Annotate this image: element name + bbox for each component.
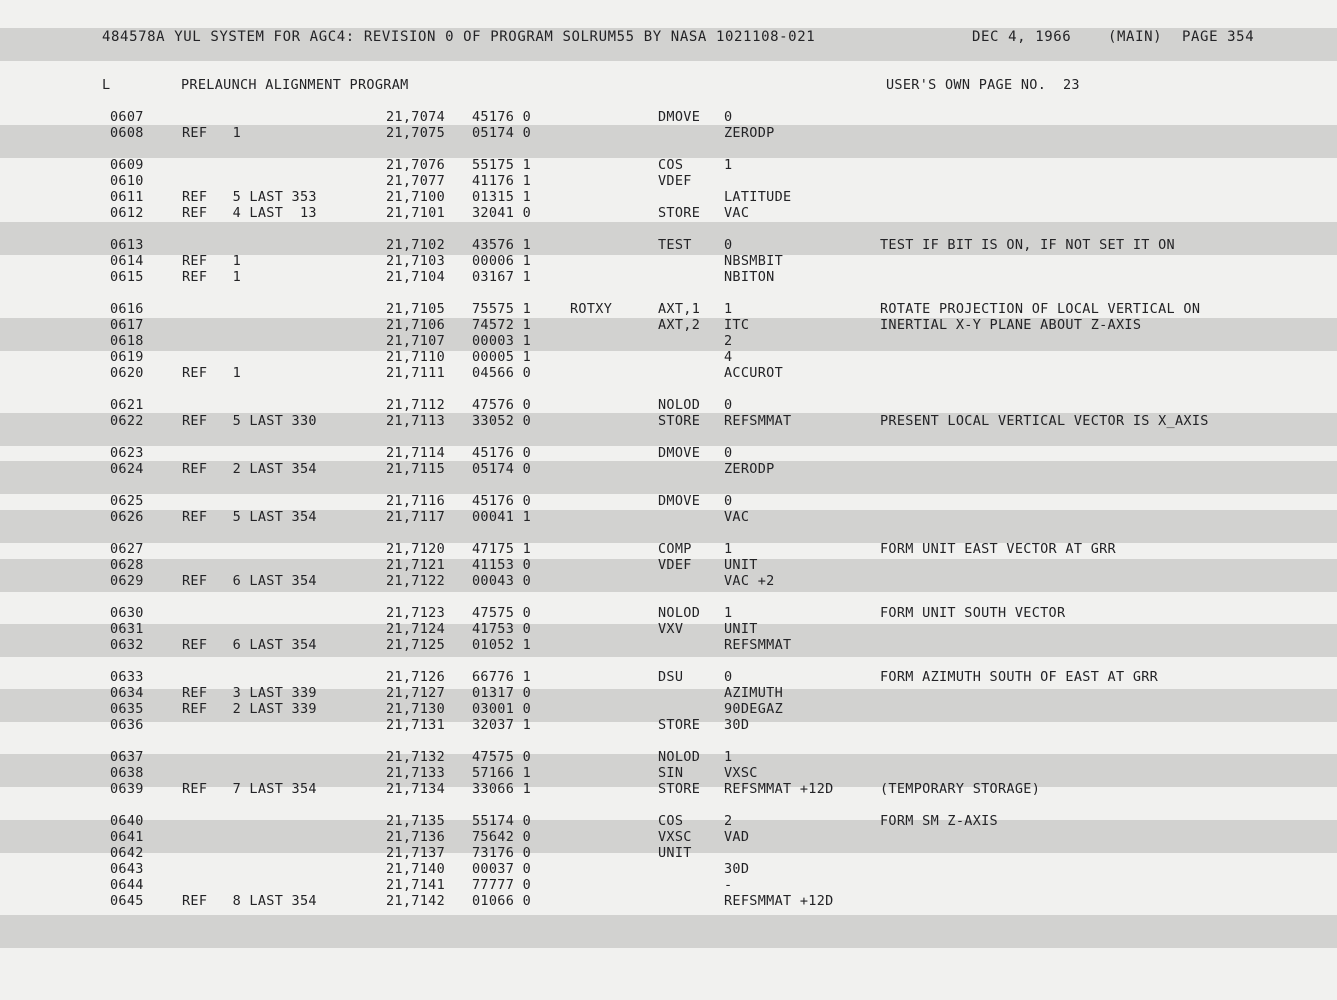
cell-line-number: 0615 bbox=[110, 269, 144, 285]
cell-operand: 0 bbox=[724, 109, 733, 125]
cell-address: 21,7101 bbox=[386, 205, 445, 221]
cell-operand: 0 bbox=[724, 445, 733, 461]
cell-octal-word: 55175 1 bbox=[472, 157, 531, 173]
cell-address: 21,7074 bbox=[386, 109, 445, 125]
cell-operand: AZIMUTH bbox=[724, 685, 783, 701]
cell-comment: PRESENT LOCAL VERTICAL VECTOR IS X_AXIS bbox=[880, 413, 1209, 429]
cell-comment: FORM AZIMUTH SOUTH OF EAST AT GRR bbox=[880, 669, 1159, 685]
cell-octal-word: 32037 1 bbox=[472, 717, 531, 733]
cell-octal-word: 00043 0 bbox=[472, 573, 531, 589]
cell-ref-note: REF 1 bbox=[182, 125, 241, 141]
cell-octal-word: 33066 1 bbox=[472, 781, 531, 797]
cell-octal-word: 75642 0 bbox=[472, 829, 531, 845]
cell-operand: NBITON bbox=[724, 269, 775, 285]
cell-line-number: 0645 bbox=[110, 893, 144, 909]
header-title: 484578A YUL SYSTEM FOR AGC4: REVISION 0 OF PROGRAM SOLRUM55 BY NASA 1021108-021 bbox=[102, 29, 816, 45]
cell-opcode: VXSC bbox=[658, 829, 692, 845]
cell-line-number: 0629 bbox=[110, 573, 144, 589]
cell-octal-word: 32041 0 bbox=[472, 205, 531, 221]
cell-address: 21,7107 bbox=[386, 333, 445, 349]
cell-octal-word: 03001 0 bbox=[472, 701, 531, 717]
cell-address: 21,7077 bbox=[386, 173, 445, 189]
cell-operand: 1 bbox=[724, 605, 733, 621]
cell-line-number: 0630 bbox=[110, 605, 144, 621]
cell-opcode: NOLOD bbox=[658, 605, 701, 621]
cell-operand: NBSMBIT bbox=[724, 253, 783, 269]
cell-line-number: 0634 bbox=[110, 685, 144, 701]
cell-opcode: AXT,1 bbox=[658, 301, 701, 317]
cell-line-number: 0633 bbox=[110, 669, 144, 685]
cell-opcode: SIN bbox=[658, 765, 684, 781]
cell-line-number: 0612 bbox=[110, 205, 144, 221]
cell-octal-word: 73176 0 bbox=[472, 845, 531, 861]
cell-opcode: STORE bbox=[658, 717, 701, 733]
cell-address: 21,7125 bbox=[386, 637, 445, 653]
cell-operand: VAD bbox=[724, 829, 750, 845]
header-tag: (MAIN) bbox=[1108, 29, 1163, 45]
cell-octal-word: 41153 0 bbox=[472, 557, 531, 573]
cell-octal-word: 41753 0 bbox=[472, 621, 531, 637]
program-title: PRELAUNCH ALIGNMENT PROGRAM bbox=[181, 77, 409, 93]
cell-line-number: 0608 bbox=[110, 125, 144, 141]
cell-opcode: AXT,2 bbox=[658, 317, 701, 333]
cell-line-number: 0614 bbox=[110, 253, 144, 269]
cell-line-number: 0637 bbox=[110, 749, 144, 765]
cell-operand: 4 bbox=[724, 349, 733, 365]
cell-operand: UNIT bbox=[724, 557, 758, 573]
cell-line-number: 0632 bbox=[110, 637, 144, 653]
cell-address: 21,7141 bbox=[386, 877, 445, 893]
cell-operand: UNIT bbox=[724, 621, 758, 637]
cell-line-number: 0628 bbox=[110, 557, 144, 573]
cell-address: 21,7126 bbox=[386, 669, 445, 685]
cell-octal-word: 47576 0 bbox=[472, 397, 531, 413]
cell-comment: (TEMPORARY STORAGE) bbox=[880, 781, 1041, 797]
cell-address: 21,7114 bbox=[386, 445, 445, 461]
cell-operand: ACCUROT bbox=[724, 365, 783, 381]
cell-octal-word: 45176 0 bbox=[472, 445, 531, 461]
cell-ref-note: REF 6 LAST 354 bbox=[182, 637, 317, 653]
cell-address: 21,7100 bbox=[386, 189, 445, 205]
cell-address: 21,7076 bbox=[386, 157, 445, 173]
cell-opcode: DMOVE bbox=[658, 109, 701, 125]
cell-address: 21,7117 bbox=[386, 509, 445, 525]
cell-octal-word: 01066 0 bbox=[472, 893, 531, 909]
cell-operand: 0 bbox=[724, 669, 733, 685]
cell-line-number: 0609 bbox=[110, 157, 144, 173]
cell-opcode: COMP bbox=[658, 541, 692, 557]
cell-line-number: 0635 bbox=[110, 701, 144, 717]
cell-octal-word: 05174 0 bbox=[472, 461, 531, 477]
cell-octal-word: 43576 1 bbox=[472, 237, 531, 253]
cell-operand: 90DEGAZ bbox=[724, 701, 783, 717]
cell-opcode: VXV bbox=[658, 621, 684, 637]
cell-octal-word: 00037 0 bbox=[472, 861, 531, 877]
cell-operand: REFSMMAT +12D bbox=[724, 893, 834, 909]
cell-opcode: UNIT bbox=[658, 845, 692, 861]
cell-operand: 1 bbox=[724, 301, 733, 317]
cell-line-number: 0625 bbox=[110, 493, 144, 509]
cell-address: 21,7122 bbox=[386, 573, 445, 589]
cell-ref-note: REF 8 LAST 354 bbox=[182, 893, 317, 909]
cell-opcode: STORE bbox=[658, 205, 701, 221]
cell-address: 21,7121 bbox=[386, 557, 445, 573]
cell-opcode: DMOVE bbox=[658, 493, 701, 509]
cell-ref-note: REF 1 bbox=[182, 269, 241, 285]
cell-address: 21,7110 bbox=[386, 349, 445, 365]
cell-opcode: STORE bbox=[658, 413, 701, 429]
cell-operand: ZERODP bbox=[724, 461, 775, 477]
cell-operand: 2 bbox=[724, 813, 733, 829]
cell-line-number: 0622 bbox=[110, 413, 144, 429]
cell-operand: 1 bbox=[724, 541, 733, 557]
cell-address: 21,7135 bbox=[386, 813, 445, 829]
cell-octal-word: 45176 0 bbox=[472, 109, 531, 125]
cell-line-number: 0623 bbox=[110, 445, 144, 461]
cell-operand: 0 bbox=[724, 237, 733, 253]
cell-ref-note: REF 5 LAST 330 bbox=[182, 413, 317, 429]
cell-octal-word: 57166 1 bbox=[472, 765, 531, 781]
cell-comment: ROTATE PROJECTION OF LOCAL VERTICAL ON bbox=[880, 301, 1201, 317]
cell-opcode: NOLOD bbox=[658, 397, 701, 413]
cell-opcode: VDEF bbox=[658, 557, 692, 573]
cell-octal-word: 41176 1 bbox=[472, 173, 531, 189]
cell-octal-word: 03167 1 bbox=[472, 269, 531, 285]
cell-label: ROTXY bbox=[570, 301, 613, 317]
cell-octal-word: 00006 1 bbox=[472, 253, 531, 269]
cell-operand: 0 bbox=[724, 493, 733, 509]
cell-line-number: 0638 bbox=[110, 765, 144, 781]
listing-marker: L bbox=[102, 77, 111, 93]
cell-operand: VXSC bbox=[724, 765, 758, 781]
cell-address: 21,7134 bbox=[386, 781, 445, 797]
cell-line-number: 0626 bbox=[110, 509, 144, 525]
cell-line-number: 0607 bbox=[110, 109, 144, 125]
cell-line-number: 0631 bbox=[110, 621, 144, 637]
cell-ref-note: REF 5 LAST 354 bbox=[182, 509, 317, 525]
cell-operand: REFSMMAT bbox=[724, 637, 792, 653]
cell-line-number: 0613 bbox=[110, 237, 144, 253]
cell-ref-note: REF 1 bbox=[182, 253, 241, 269]
cell-operand: 1 bbox=[724, 157, 733, 173]
cell-address: 21,7123 bbox=[386, 605, 445, 621]
cell-opcode: TEST bbox=[658, 237, 692, 253]
cell-operand: 2 bbox=[724, 333, 733, 349]
cell-ref-note: REF 1 bbox=[182, 365, 241, 381]
cell-opcode: NOLOD bbox=[658, 749, 701, 765]
cell-opcode: DMOVE bbox=[658, 445, 701, 461]
cell-address: 21,7132 bbox=[386, 749, 445, 765]
cell-line-number: 0643 bbox=[110, 861, 144, 877]
cell-octal-word: 75575 1 bbox=[472, 301, 531, 317]
cell-ref-note: REF 2 LAST 354 bbox=[182, 461, 317, 477]
cell-operand: 30D bbox=[724, 717, 750, 733]
cell-line-number: 0639 bbox=[110, 781, 144, 797]
cell-opcode: VDEF bbox=[658, 173, 692, 189]
cell-line-number: 0641 bbox=[110, 829, 144, 845]
cell-comment: INERTIAL X-Y PLANE ABOUT Z-AXIS bbox=[880, 317, 1142, 333]
cell-line-number: 0617 bbox=[110, 317, 144, 333]
cell-operand: 30D bbox=[724, 861, 750, 877]
cell-address: 21,7112 bbox=[386, 397, 445, 413]
cell-operand: LATITUDE bbox=[724, 189, 792, 205]
cell-octal-word: 77777 0 bbox=[472, 877, 531, 893]
cell-opcode: DSU bbox=[658, 669, 684, 685]
cell-octal-word: 45176 0 bbox=[472, 493, 531, 509]
cell-address: 21,7103 bbox=[386, 253, 445, 269]
cell-address: 21,7140 bbox=[386, 861, 445, 877]
cell-address: 21,7105 bbox=[386, 301, 445, 317]
cell-address: 21,7131 bbox=[386, 717, 445, 733]
cell-operand: 1 bbox=[724, 749, 733, 765]
cell-address: 21,7113 bbox=[386, 413, 445, 429]
cell-octal-word: 05174 0 bbox=[472, 125, 531, 141]
cell-line-number: 0644 bbox=[110, 877, 144, 893]
cell-operand: ZERODP bbox=[724, 125, 775, 141]
cell-operand: ITC bbox=[724, 317, 750, 333]
cell-address: 21,7120 bbox=[386, 541, 445, 557]
cell-address: 21,7075 bbox=[386, 125, 445, 141]
header-date: DEC 4, 1966 bbox=[972, 29, 1072, 45]
cell-opcode: STORE bbox=[658, 781, 701, 797]
cell-line-number: 0620 bbox=[110, 365, 144, 381]
cell-octal-word: 33052 0 bbox=[472, 413, 531, 429]
cell-octal-word: 04566 0 bbox=[472, 365, 531, 381]
cell-ref-note: REF 7 LAST 354 bbox=[182, 781, 317, 797]
cell-address: 21,7104 bbox=[386, 269, 445, 285]
cell-octal-word: 00003 1 bbox=[472, 333, 531, 349]
cell-line-number: 0611 bbox=[110, 189, 144, 205]
cell-address: 21,7130 bbox=[386, 701, 445, 717]
cell-ref-note: REF 5 LAST 353 bbox=[182, 189, 317, 205]
cell-comment: FORM UNIT EAST VECTOR AT GRR bbox=[880, 541, 1116, 557]
cell-address: 21,7136 bbox=[386, 829, 445, 845]
cell-comment: FORM SM Z-AXIS bbox=[880, 813, 998, 829]
cell-octal-word: 47575 0 bbox=[472, 605, 531, 621]
cell-operand: VAC bbox=[724, 205, 750, 221]
cell-octal-word: 47575 0 bbox=[472, 749, 531, 765]
cell-octal-word: 66776 1 bbox=[472, 669, 531, 685]
cell-address: 21,7133 bbox=[386, 765, 445, 781]
cell-line-number: 0627 bbox=[110, 541, 144, 557]
cell-line-number: 0642 bbox=[110, 845, 144, 861]
cell-address: 21,7102 bbox=[386, 237, 445, 253]
cell-line-number: 0610 bbox=[110, 173, 144, 189]
cell-octal-word: 01317 0 bbox=[472, 685, 531, 701]
cell-address: 21,7106 bbox=[386, 317, 445, 333]
cell-line-number: 0616 bbox=[110, 301, 144, 317]
cell-comment: FORM UNIT SOUTH VECTOR bbox=[880, 605, 1066, 621]
cell-line-number: 0624 bbox=[110, 461, 144, 477]
cell-octal-word: 47175 1 bbox=[472, 541, 531, 557]
cell-octal-word: 00005 1 bbox=[472, 349, 531, 365]
cell-line-number: 0618 bbox=[110, 333, 144, 349]
users-page-number: USER'S OWN PAGE NO. 23 bbox=[886, 77, 1080, 93]
cell-address: 21,7115 bbox=[386, 461, 445, 477]
cell-address: 21,7124 bbox=[386, 621, 445, 637]
cell-operand: REFSMMAT +12D bbox=[724, 781, 834, 797]
cell-line-number: 0619 bbox=[110, 349, 144, 365]
cell-comment: TEST IF BIT IS ON, IF NOT SET IT ON bbox=[880, 237, 1175, 253]
cell-octal-word: 55174 0 bbox=[472, 813, 531, 829]
cell-octal-word: 01052 1 bbox=[472, 637, 531, 653]
cell-address: 21,7111 bbox=[386, 365, 445, 381]
cell-operand: REFSMMAT bbox=[724, 413, 792, 429]
cell-octal-word: 74572 1 bbox=[472, 317, 531, 333]
cell-operand: VAC bbox=[724, 509, 750, 525]
cell-address: 21,7142 bbox=[386, 893, 445, 909]
cell-address: 21,7127 bbox=[386, 685, 445, 701]
cell-octal-word: 00041 1 bbox=[472, 509, 531, 525]
cell-ref-note: REF 6 LAST 354 bbox=[182, 573, 317, 589]
cell-opcode: COS bbox=[658, 813, 684, 829]
cell-operand: - bbox=[724, 877, 733, 893]
cell-opcode: COS bbox=[658, 157, 684, 173]
cell-operand: 0 bbox=[724, 397, 733, 413]
cell-line-number: 0640 bbox=[110, 813, 144, 829]
cell-ref-note: REF 4 LAST 13 bbox=[182, 205, 317, 221]
cell-ref-note: REF 2 LAST 339 bbox=[182, 701, 317, 717]
cell-address: 21,7116 bbox=[386, 493, 445, 509]
cell-octal-word: 01315 1 bbox=[472, 189, 531, 205]
cell-address: 21,7137 bbox=[386, 845, 445, 861]
header-page: PAGE 354 bbox=[1182, 29, 1255, 45]
cell-ref-note: REF 3 LAST 339 bbox=[182, 685, 317, 701]
cell-operand: VAC +2 bbox=[724, 573, 775, 589]
cell-line-number: 0636 bbox=[110, 717, 144, 733]
cell-line-number: 0621 bbox=[110, 397, 144, 413]
